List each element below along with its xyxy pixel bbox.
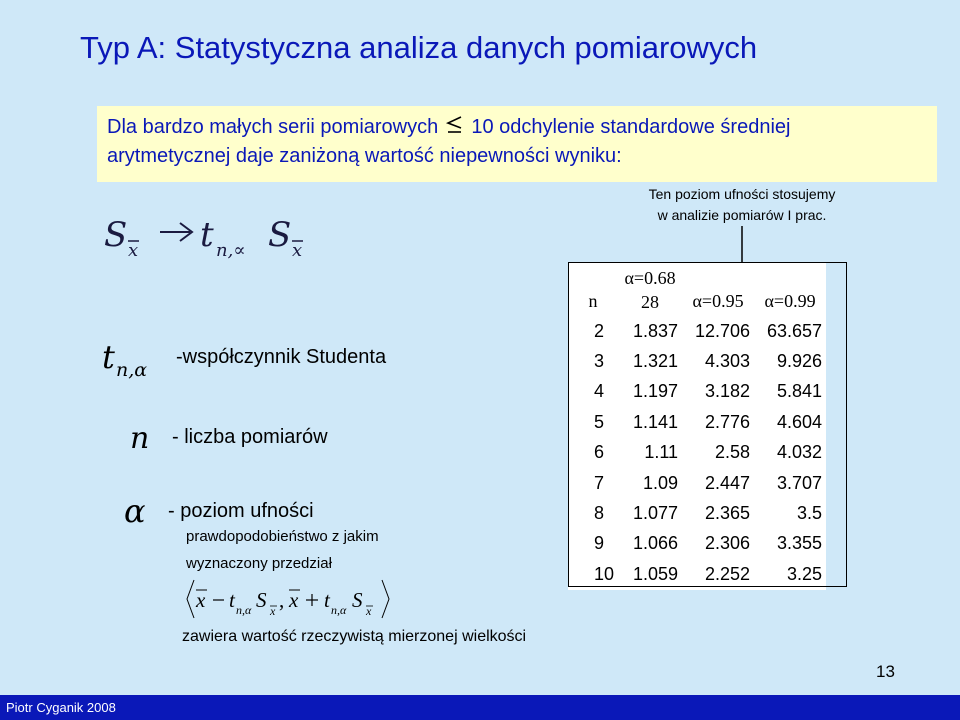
- svg-text:S: S: [268, 215, 292, 255]
- cell-alpha-068: 1.059: [632, 563, 679, 584]
- svg-text:,: ,: [279, 588, 285, 612]
- cell-alpha-095: 4.303: [704, 351, 751, 372]
- slide-title: Typ A: Statystyczna analiza danych pomiarowych: [80, 30, 758, 65]
- cell-alpha-099: 5.841: [776, 381, 823, 402]
- cell-n: 2: [594, 320, 605, 341]
- note-line1: Ten poziom ufności stosujemy: [648, 186, 836, 202]
- table-row: [568, 346, 826, 376]
- intro-line1-post: 10 odchylenie standardowe średniej: [471, 116, 791, 138]
- cell-alpha-068: 1.197: [632, 381, 679, 402]
- cell-alpha-068: 1.321: [632, 351, 679, 372]
- cell-alpha-099: 4.032: [776, 442, 823, 463]
- header-alpha-068-top: α=0.68: [624, 268, 676, 288]
- header-n: n: [588, 291, 598, 311]
- svg-text:n,α: n,α: [331, 603, 347, 617]
- cell-alpha-095: 2.252: [704, 563, 751, 584]
- formula-sx-to-t-sx: [104, 208, 324, 260]
- cell-n: 7: [594, 472, 605, 493]
- confidence-desc-line1: prawdopodobieństwo z jakim: [186, 528, 379, 545]
- note-line2: w analizie pomiarów I prac.: [657, 207, 827, 223]
- cell-alpha-099: 9.926: [776, 351, 823, 372]
- table-row: [568, 316, 826, 346]
- cell-n: 4: [594, 381, 605, 402]
- cell-n: 8: [594, 503, 605, 524]
- cell-alpha-068: 1.141: [632, 411, 679, 432]
- cell-n: 10: [594, 563, 615, 584]
- cell-alpha-095: 2.776: [704, 411, 751, 432]
- svg-text:n,∝: n,∝: [216, 240, 246, 260]
- table-row: [568, 438, 826, 468]
- cell-alpha-099: 3.5: [797, 503, 823, 524]
- header-alpha-095: α=0.95: [692, 291, 744, 311]
- cell-alpha-095: 2.365: [704, 503, 751, 524]
- confidence-interval-formula: [186, 578, 396, 622]
- cell-alpha-095: 2.58: [714, 442, 751, 463]
- cell-alpha-068: 1.077: [632, 503, 679, 524]
- svg-text:n,α: n,α: [116, 359, 148, 380]
- measurement-count-label: - liczba pomiarów: [172, 426, 328, 448]
- alpha-symbol: [124, 494, 160, 530]
- svg-text:S: S: [104, 215, 128, 255]
- cell-alpha-068: 1.09: [642, 472, 679, 493]
- student-t-table: [568, 262, 826, 590]
- svg-text:t: t: [102, 338, 115, 376]
- cell-alpha-068: 1.837: [632, 320, 679, 341]
- confidence-level-label: - poziom ufności: [168, 500, 314, 522]
- svg-text:t: t: [229, 588, 235, 612]
- table-row: [568, 559, 826, 589]
- footer-author: Piotr Cyganik 2008: [6, 700, 116, 715]
- interval-description: zawiera wartość rzeczywistą mierzonej wielkości: [182, 628, 527, 645]
- cell-n: 3: [594, 351, 605, 372]
- header-alpha-099: α=0.99: [764, 291, 816, 311]
- cell-alpha-068: 1.11: [644, 442, 679, 463]
- cell-alpha-099: 3.25: [786, 563, 823, 584]
- svg-text:α: α: [124, 494, 146, 530]
- n-symbol: [130, 420, 160, 456]
- header-alpha-068: [618, 262, 682, 316]
- intro-line1-pre: Dla bardzo małych serii pomiarowych: [107, 116, 439, 138]
- table-row: [568, 498, 826, 528]
- table-row: [568, 377, 826, 407]
- cell-alpha-095: 2.447: [704, 472, 751, 493]
- svg-text:x: x: [196, 588, 206, 612]
- table-row: [568, 529, 826, 559]
- cell-alpha-095: 3.182: [704, 381, 751, 402]
- intro-line2: arytmetycznej daje zaniżoną wartość niepewności wyniku:: [107, 145, 622, 167]
- confidence-note: [612, 184, 872, 226]
- svg-text:n: n: [130, 421, 150, 456]
- footer-bar: [0, 695, 960, 720]
- table-row: [568, 407, 826, 437]
- cell-n: 6: [594, 442, 605, 463]
- svg-text:t: t: [324, 588, 330, 612]
- svg-text:t: t: [200, 215, 214, 255]
- confidence-desc-line2: wyznaczony przedział: [186, 555, 332, 572]
- cell-alpha-099: 3.355: [776, 533, 823, 554]
- table-body: [568, 316, 826, 590]
- svg-text:x: x: [128, 240, 139, 260]
- svg-text:S: S: [256, 588, 267, 612]
- svg-text:x: x: [270, 604, 276, 618]
- cell-alpha-099: 63.657: [766, 320, 823, 341]
- svg-text:x: x: [366, 604, 372, 618]
- cell-n: 5: [594, 411, 605, 432]
- table-row: [568, 468, 826, 498]
- cell-n: 9: [594, 533, 605, 554]
- svg-text:S: S: [352, 588, 363, 612]
- header-alpha-068-bottom: 28: [641, 292, 660, 312]
- svg-text:x: x: [289, 588, 299, 612]
- student-coefficient-label: -współczynnik Studenta: [176, 346, 387, 368]
- less-equal-icon: [444, 114, 466, 130]
- intro-box: [97, 106, 937, 182]
- table-header-row: [568, 262, 826, 316]
- svg-text:n,α: n,α: [236, 603, 252, 617]
- t-n-alpha-symbol: [102, 336, 166, 380]
- cell-alpha-099: 3.707: [776, 472, 823, 493]
- cell-alpha-099: 4.604: [776, 411, 823, 432]
- cell-alpha-095: 2.306: [704, 533, 751, 554]
- page-number: 13: [876, 662, 895, 681]
- cell-alpha-095: 12.706: [694, 320, 751, 341]
- cell-alpha-068: 1.066: [632, 533, 679, 554]
- svg-text:x: x: [292, 240, 303, 260]
